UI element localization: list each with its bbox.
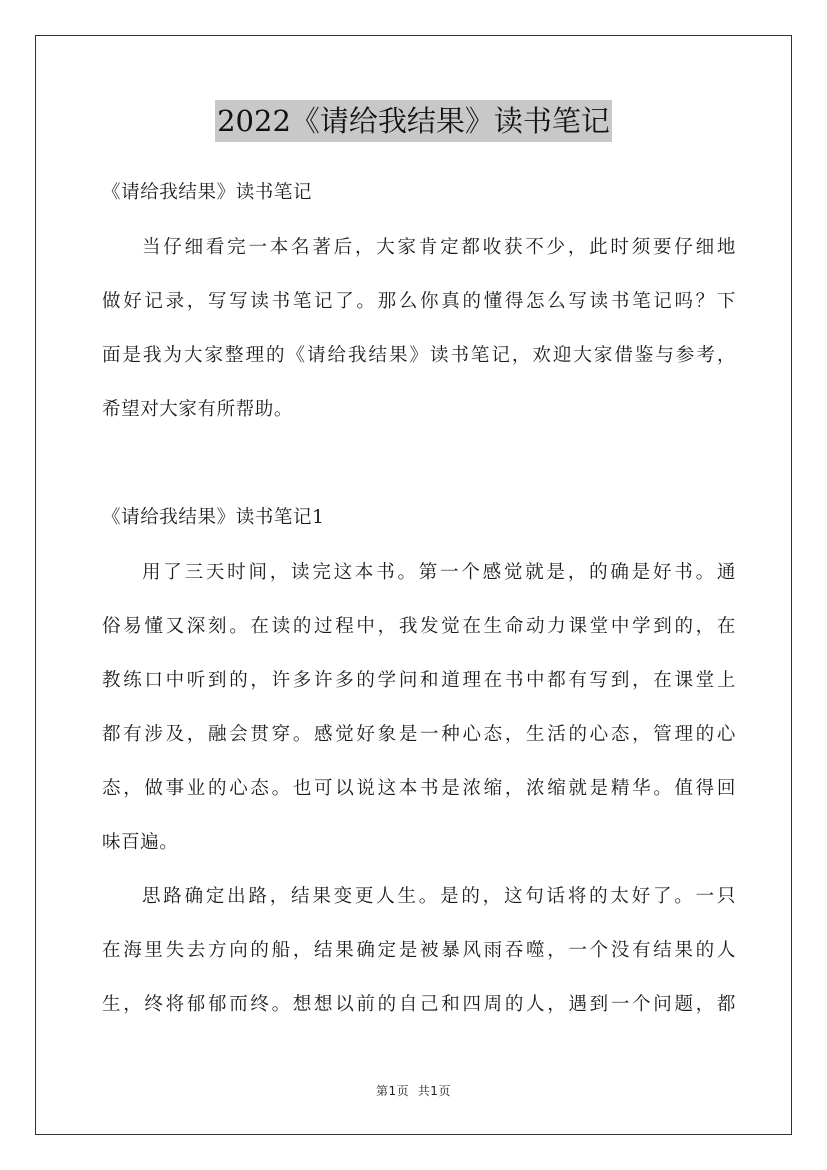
paragraph-line: 用了三天时间，读完这本书。第一个感觉就是，的确是好书。通 <box>142 562 736 583</box>
paragraph-line: 生，终将郁郁而终。想想以前的自己和四周的人，遇到一个问题，都 <box>102 994 736 1015</box>
paragraph-line: 做好记录，写写读书笔记了。那么你真的懂得怎么写读书笔记吗？下 <box>102 291 736 312</box>
paragraph-line: 希望对大家有所帮助。 <box>102 399 294 420</box>
paragraph-line: 面是我为大家整理的《请给我结果》读书笔记，欢迎大家借鉴与参考， <box>102 345 736 366</box>
document-title: 2022《请给我结果》读书笔记 <box>215 100 612 142</box>
paragraph-line: 味百遍。 <box>102 832 179 853</box>
paragraph-line: 思路确定出路，结果变更人生。是的，这句话将的太好了。一只 <box>142 886 736 907</box>
section-heading: 《请给我结果》读书笔记1 <box>102 507 325 528</box>
paragraph-line: 俗易懂又深刻。在读的过程中，我发觉在生命动力课堂中学到的，在 <box>102 616 736 637</box>
paragraph-line: 当仔细看完一本名著后，大家肯定都收获不少，此时须要仔细地 <box>142 237 736 258</box>
paragraph-line: 在海里失去方向的船，结果确定是被暴风雨吞噬，一个没有结果的人 <box>102 940 736 961</box>
page-number: 第1页 共1页 <box>376 1084 451 1098</box>
paragraph-line: 都有涉及，融会贯穿。感觉好象是一种心态，生活的心态，管理的心 <box>102 724 736 745</box>
paragraph-line: 态，做事业的心态。也可以说这本书是浓缩，浓缩就是精华。值得回 <box>102 778 736 799</box>
document-title-container <box>0 100 827 142</box>
section-heading: 《请给我结果》读书笔记 <box>102 182 313 203</box>
paragraph-line: 教练口中听到的，许多许多的学问和道理在书中都有写到，在课堂上 <box>102 670 736 691</box>
page-footer <box>0 1082 827 1099</box>
